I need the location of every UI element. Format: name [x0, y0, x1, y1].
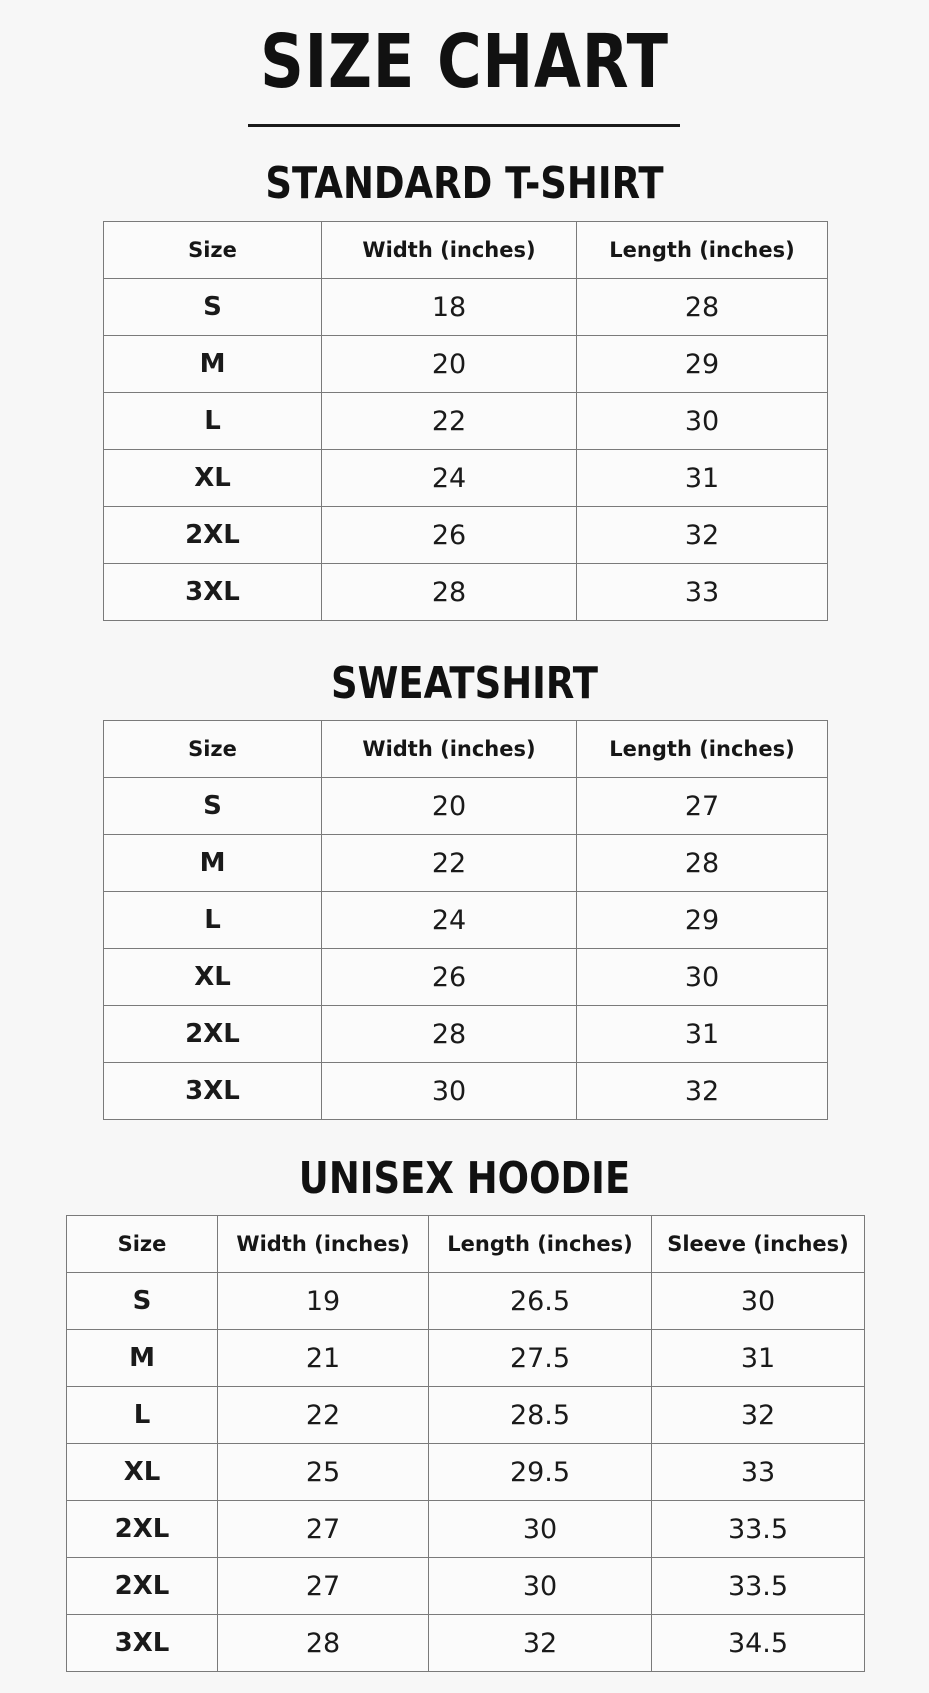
size-cell: S	[104, 279, 322, 336]
table-row	[104, 450, 828, 507]
table-row	[67, 1444, 865, 1501]
hoodie-size-table	[66, 1215, 865, 1672]
size-cell: XL	[104, 450, 322, 507]
measurement-cell: 19	[218, 1273, 429, 1330]
section-title-tshirt: STANDARD T-SHIRT	[265, 158, 664, 209]
table-row	[104, 835, 828, 892]
measurement-cell: 30	[577, 949, 828, 1006]
measurement-cell: 32	[429, 1615, 652, 1672]
measurement-cell: 22	[218, 1387, 429, 1444]
header-row	[104, 721, 828, 778]
size-cell: L	[67, 1387, 218, 1444]
measurement-cell: 32	[652, 1387, 865, 1444]
measurement-cell: 31	[577, 1006, 828, 1063]
tshirt-size-table	[103, 221, 828, 621]
table-row	[67, 1330, 865, 1387]
table-row	[104, 507, 828, 564]
measurement-cell: 29	[577, 892, 828, 949]
measurement-cell: 33.5	[652, 1501, 865, 1558]
measurement-cell: 26.5	[429, 1273, 652, 1330]
size-cell: L	[104, 393, 322, 450]
size-cell: M	[67, 1330, 218, 1387]
header-row	[67, 1216, 865, 1273]
column-header: Size	[104, 721, 322, 778]
measurement-cell: 28	[322, 564, 577, 621]
measurement-cell: 30	[577, 393, 828, 450]
measurement-cell: 24	[322, 450, 577, 507]
measurement-cell: 30	[322, 1063, 577, 1120]
size-cell: M	[104, 835, 322, 892]
size-cell: 3XL	[67, 1615, 218, 1672]
column-header: Size	[104, 222, 322, 279]
measurement-cell: 33	[652, 1444, 865, 1501]
column-header: Sleeve (inches)	[652, 1216, 865, 1273]
measurement-cell: 31	[577, 450, 828, 507]
size-cell: 2XL	[104, 507, 322, 564]
table-row	[104, 949, 828, 1006]
measurement-cell: 30	[429, 1558, 652, 1615]
column-header: Size	[67, 1216, 218, 1273]
table-row	[104, 1063, 828, 1120]
size-cell: S	[67, 1273, 218, 1330]
table-row	[104, 892, 828, 949]
measurement-cell: 28	[577, 835, 828, 892]
size-cell: S	[104, 778, 322, 835]
measurement-cell: 28	[322, 1006, 577, 1063]
table-row	[104, 393, 828, 450]
measurement-cell: 27	[218, 1558, 429, 1615]
measurement-cell: 28.5	[429, 1387, 652, 1444]
measurement-cell: 18	[322, 279, 577, 336]
table-row	[104, 336, 828, 393]
column-header: Length (inches)	[577, 721, 828, 778]
measurement-cell: 33.5	[652, 1558, 865, 1615]
column-header: Width (inches)	[322, 721, 577, 778]
measurement-cell: 33	[577, 564, 828, 621]
column-header: Width (inches)	[322, 222, 577, 279]
measurement-cell: 31	[652, 1330, 865, 1387]
section-title-sweatshirt: SWEATSHIRT	[331, 658, 598, 709]
measurement-cell: 20	[322, 778, 577, 835]
page-title: SIZE CHART	[260, 19, 669, 105]
size-cell: 2XL	[67, 1501, 218, 1558]
table-row	[67, 1273, 865, 1330]
measurement-cell: 27.5	[429, 1330, 652, 1387]
measurement-cell: 25	[218, 1444, 429, 1501]
measurement-cell: 34.5	[652, 1615, 865, 1672]
measurement-cell: 30	[652, 1273, 865, 1330]
measurement-cell: 22	[322, 393, 577, 450]
measurement-cell: 32	[577, 1063, 828, 1120]
measurement-cell: 21	[218, 1330, 429, 1387]
measurement-cell: 24	[322, 892, 577, 949]
measurement-cell: 28	[577, 279, 828, 336]
sweatshirt-size-table	[103, 720, 828, 1120]
measurement-cell: 29	[577, 336, 828, 393]
size-cell: 2XL	[104, 1006, 322, 1063]
size-cell: XL	[104, 949, 322, 1006]
size-cell: XL	[67, 1444, 218, 1501]
size-cell: 3XL	[104, 564, 322, 621]
section-title-hoodie: UNISEX HOODIE	[298, 1153, 631, 1204]
table-row	[67, 1501, 865, 1558]
table-row	[67, 1387, 865, 1444]
column-header: Width (inches)	[218, 1216, 429, 1273]
header-row	[104, 222, 828, 279]
measurement-cell: 32	[577, 507, 828, 564]
size-cell: 2XL	[67, 1558, 218, 1615]
column-header: Length (inches)	[577, 222, 828, 279]
measurement-cell: 29.5	[429, 1444, 652, 1501]
measurement-cell: 28	[218, 1615, 429, 1672]
column-header: Length (inches)	[429, 1216, 652, 1273]
title-divider	[248, 124, 680, 127]
table-row	[104, 778, 828, 835]
table-row	[104, 1006, 828, 1063]
size-cell: M	[104, 336, 322, 393]
measurement-cell: 20	[322, 336, 577, 393]
measurement-cell: 27	[577, 778, 828, 835]
measurement-cell: 30	[429, 1501, 652, 1558]
size-cell: 3XL	[104, 1063, 322, 1120]
measurement-cell: 26	[322, 949, 577, 1006]
table-row	[67, 1558, 865, 1615]
measurement-cell: 22	[322, 835, 577, 892]
measurement-cell: 27	[218, 1501, 429, 1558]
table-row	[104, 564, 828, 621]
table-row	[104, 279, 828, 336]
measurement-cell: 26	[322, 507, 577, 564]
table-row	[67, 1615, 865, 1672]
size-cell: L	[104, 892, 322, 949]
